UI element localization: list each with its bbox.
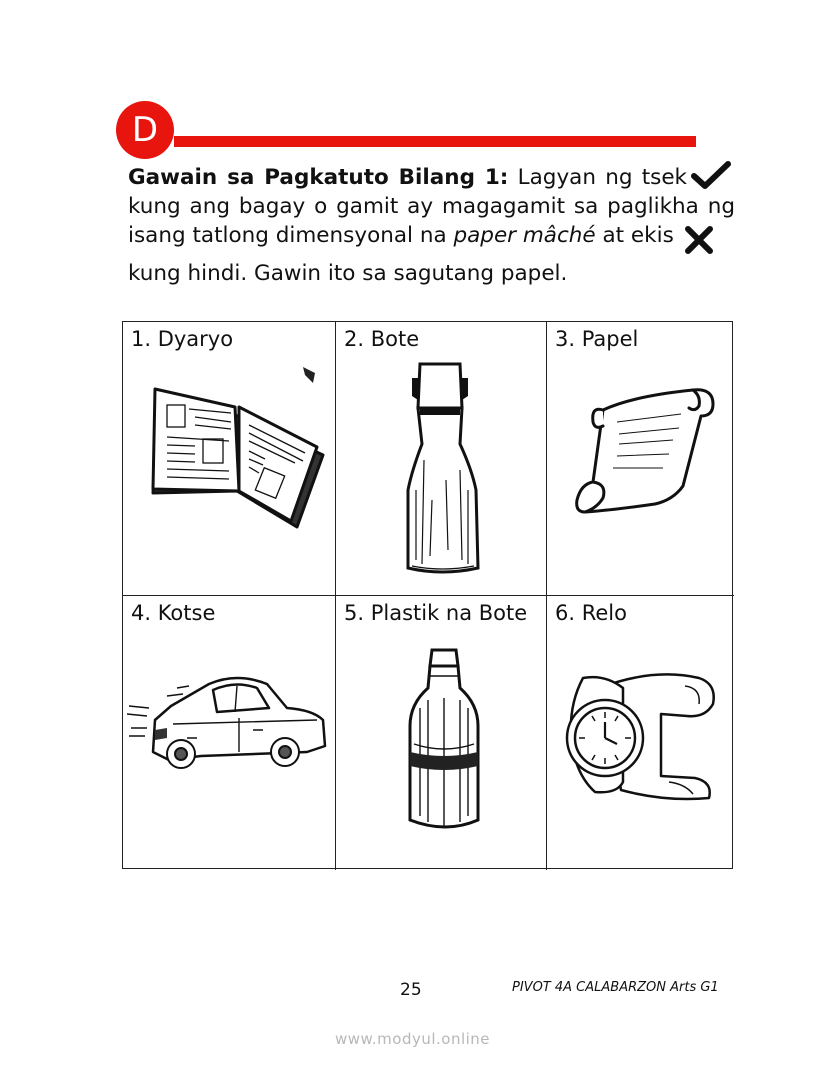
paper-scroll-icon (573, 382, 718, 517)
item-cell-watch (547, 596, 734, 870)
cross-icon (684, 225, 714, 255)
newspaper-icon (145, 367, 325, 537)
section-divider (174, 136, 696, 147)
wristwatch-icon (565, 664, 720, 804)
instruction-text-2: kung ang bagay o gamit ay magagamit sa paglikha ng isang tatlong dimensyonal na (128, 194, 735, 248)
activity-instructions (128, 163, 735, 288)
car-icon (127, 668, 332, 788)
item-label: 4. Kotse (131, 601, 216, 625)
footer-reference: PIVOT 4A CALABARZON Arts G1 (512, 980, 719, 995)
instruction-text-1: Lagyan ng tsek (508, 165, 687, 190)
page-number: 25 (400, 980, 422, 1000)
section-badge: D (116, 101, 174, 159)
items-table (122, 321, 733, 869)
item-cell-car (123, 596, 336, 870)
plastic-bottle-icon (406, 648, 481, 838)
item-cell-newspaper (123, 322, 336, 596)
instruction-text-4: kung hindi. Gawin ito sa sagutang papel. (128, 261, 568, 286)
item-cell-bottle (336, 322, 547, 596)
item-label: 1. Dyaryo (131, 327, 234, 351)
item-label: 5. Plastik na Bote (344, 601, 528, 625)
check-icon (691, 161, 731, 189)
instruction-term: paper mâché (453, 223, 596, 248)
item-cell-plastic-bottle (336, 596, 547, 870)
bottle-icon (402, 360, 482, 580)
item-label: 2. Bote (344, 327, 420, 351)
item-label: 3. Papel (555, 327, 639, 351)
watermark: www.modyul.online (334, 1030, 491, 1048)
item-cell-paper (547, 322, 734, 596)
instruction-text-3: at ekis (595, 223, 674, 248)
activity-title: Gawain sa Pagkatuto Bilang 1: (128, 165, 509, 190)
item-label: 6. Relo (555, 601, 627, 625)
